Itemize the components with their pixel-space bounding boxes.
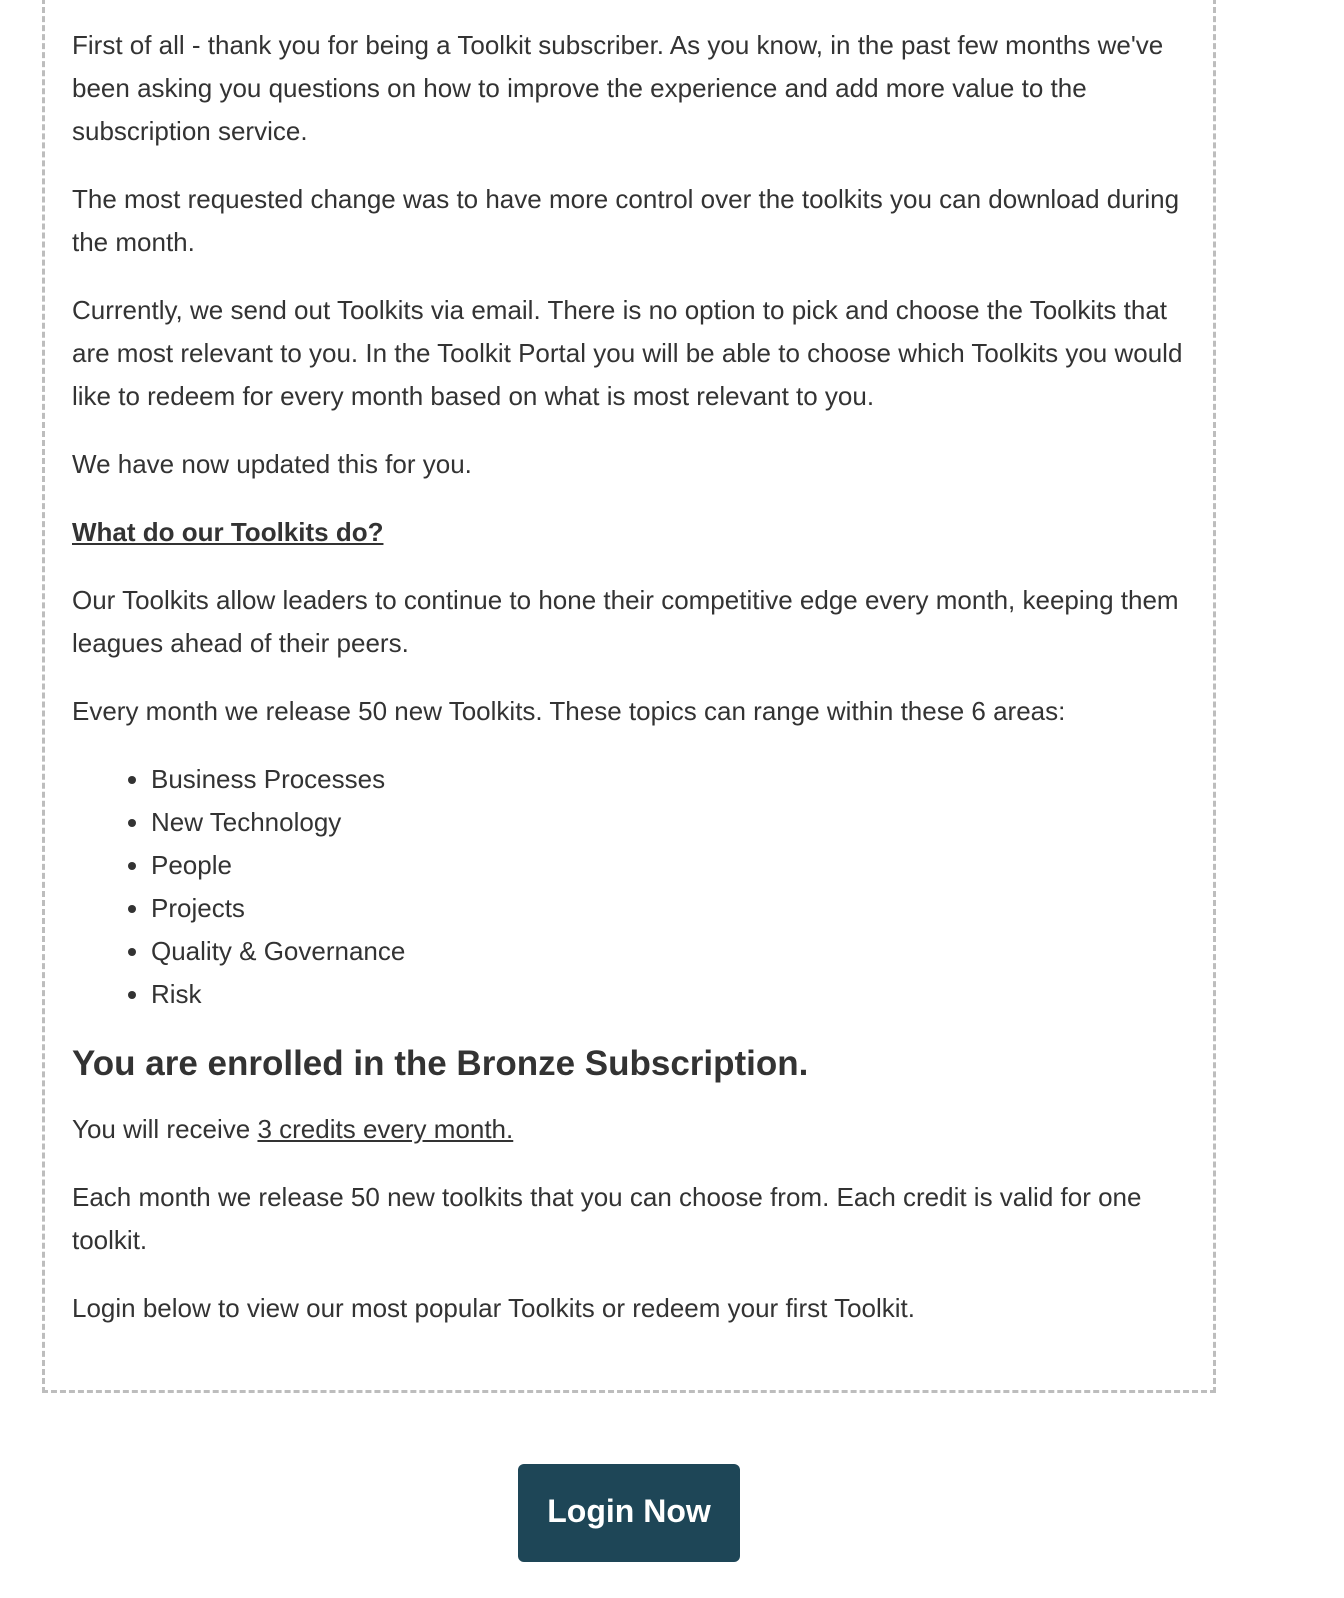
list-item: • People <box>151 844 1194 887</box>
requested-change-paragraph: The most requested change was to have more control over the toolkits you can download during the month. <box>72 184 1180 257</box>
areas-list <box>72 758 1194 1016</box>
credits-highlight: 3 credits every month. <box>257 1114 514 1144</box>
intro-paragraph: First of all - thank you for being a Toolkit subscriber. As you know, in the past few months we've been asking you questions on how to improve the experience and add more value to the subscription service. <box>72 30 1164 146</box>
email-body <box>72 24 1194 1355</box>
list-item: • Business Processes <box>151 758 1194 801</box>
each-month-paragraph: Each month we release 50 new toolkits that you can choose from. Each credit is valid for one toolkit. <box>72 1182 1142 1255</box>
list-item: • Quality & Governance <box>151 930 1194 973</box>
updated-paragraph: We have now updated this for you. <box>72 449 472 479</box>
email-content-box <box>42 0 1216 1393</box>
login-now-button[interactable]: Login Now <box>518 1464 740 1562</box>
toolkits-allow-paragraph: Our Toolkits allow leaders to continue to hone their competitive edge every month, keeping them leagues ahead of their peers. <box>72 585 1179 658</box>
toolkits-subheading: What do our Toolkits do? <box>72 517 384 547</box>
list-item: • Projects <box>151 887 1194 930</box>
login-below-paragraph: Login below to view our most popular Toolkits or redeem your first Toolkit. <box>72 1293 915 1323</box>
credits-prefix: You will receive <box>72 1114 258 1144</box>
credits-paragraph <box>72 1108 1194 1151</box>
currently-paragraph: Currently, we send out Toolkits via email. There is no option to pick and choose the Toolkits that are most relevant to you. In the Toolkit Portal you will be able to choose which Toolkits you would like to redeem for every month based on what is most relevant to you. <box>72 295 1183 411</box>
enrolled-heading: You are enrolled in the Bronze Subscription. <box>72 1044 809 1083</box>
list-item: • Risk <box>151 973 1194 1016</box>
every-month-paragraph: Every month we release 50 new Toolkits. These topics can range within these 6 areas: <box>72 696 1066 726</box>
list-item: • New Technology <box>151 801 1194 844</box>
